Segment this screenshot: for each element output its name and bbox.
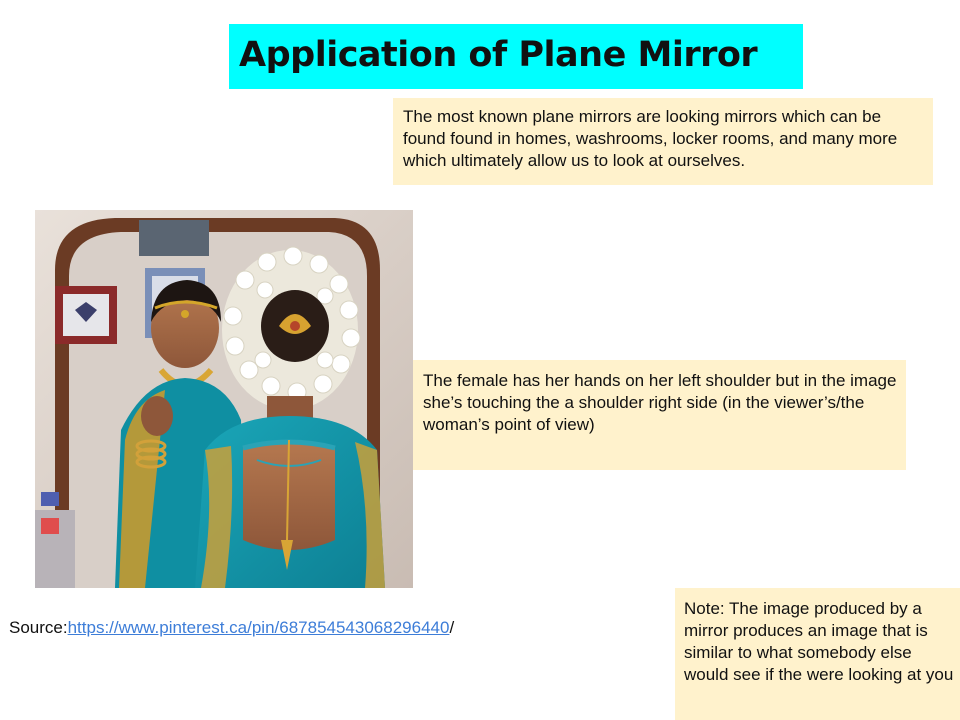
note-hand-reflection-line2: she’s touching the a shoulder right side (in the viewer’s/the woman’s point of view) [423, 393, 865, 434]
photo-illustration [35, 210, 413, 588]
slide-title: Application of Plane Mirror [239, 35, 758, 75]
source-prefix: Source: [9, 618, 68, 637]
source-link[interactable]: https://www.pinterest.ca/pin/687854543068296440 [67, 618, 450, 637]
note-plane-mirror-uses-text: The most known plane mirrors are looking mirrors which can be found found in homes, washrooms, locker rooms, and many more which ultimately allow us to look at ourselves. [403, 107, 898, 170]
note-hand-reflection [413, 360, 906, 470]
source-citation [9, 617, 454, 639]
note-mirror-image-text: Note: The image produced by a mirror produces an image that is similar to what somebody else would see if the were looking at you [684, 599, 954, 684]
note-plane-mirror-uses [393, 98, 933, 185]
note-hand-reflection-line1: The female has her hands on her left shoulder but in the image [423, 371, 897, 390]
title-banner [229, 24, 803, 89]
source-suffix: / [449, 618, 455, 637]
note-mirror-image [675, 588, 960, 720]
bride-mirror-photo [35, 210, 413, 588]
